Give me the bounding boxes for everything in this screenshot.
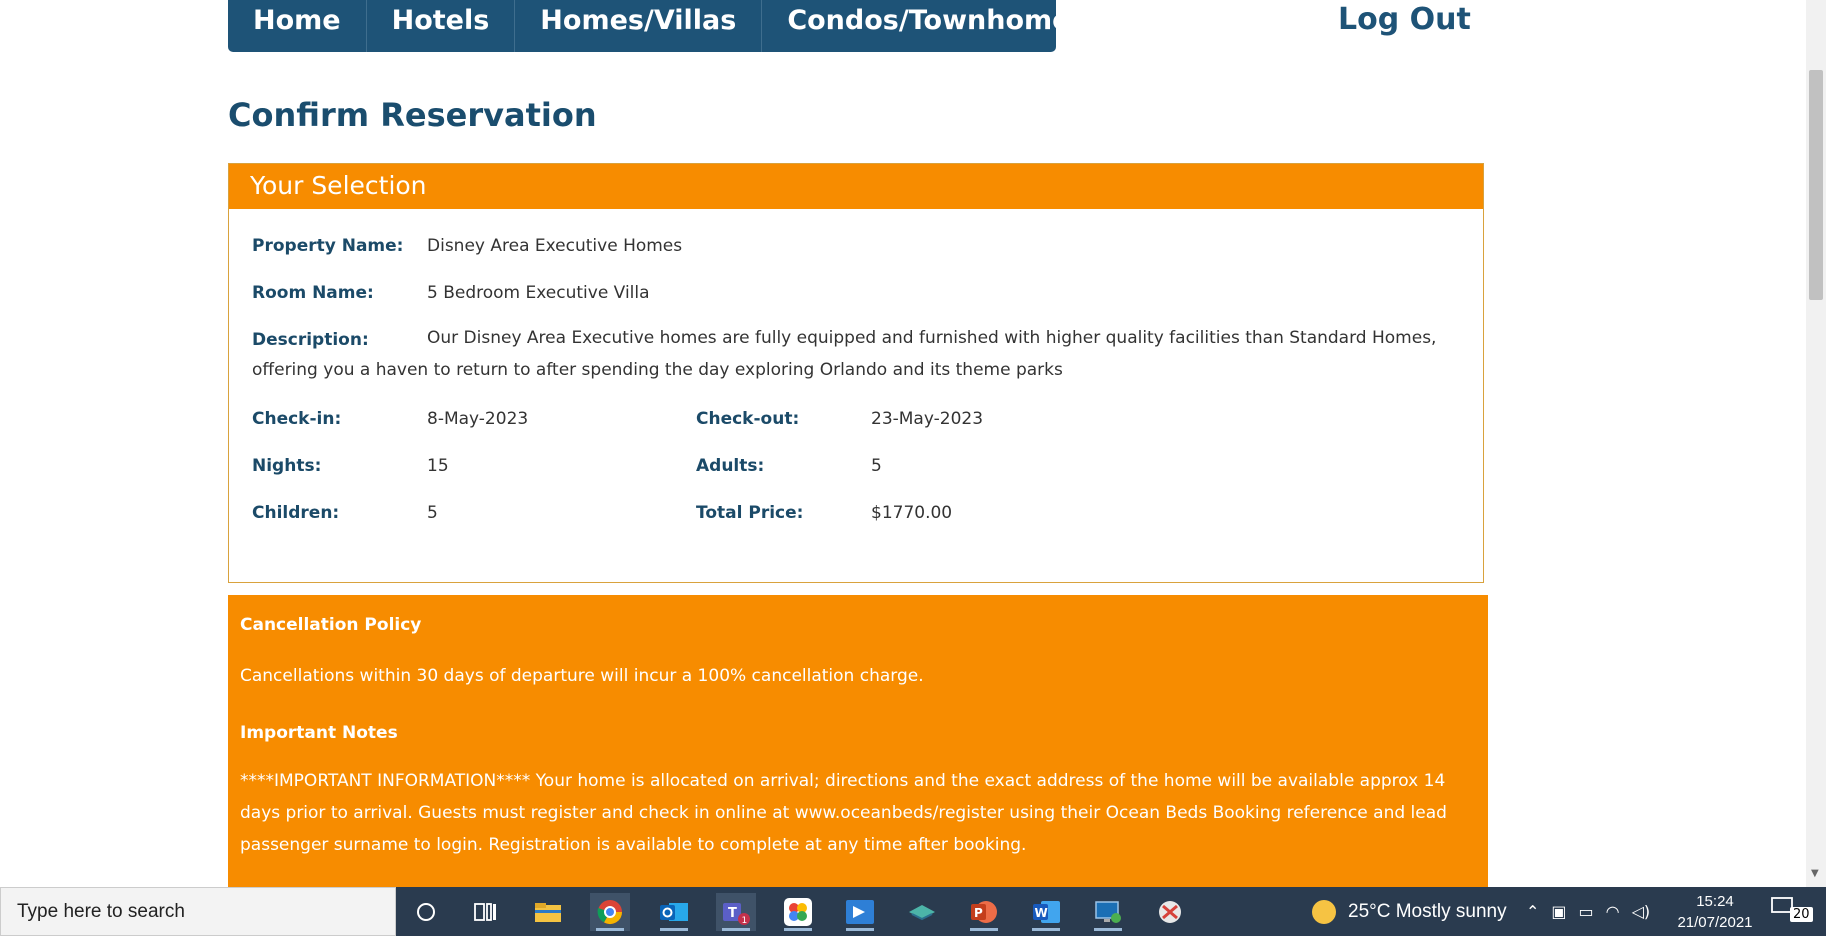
selection-panel	[228, 163, 1484, 583]
scrollbar-thumb[interactable]	[1809, 70, 1823, 300]
chrome-icon[interactable]	[590, 893, 630, 931]
property-name-label: Property Name:	[252, 236, 404, 256]
powerpoint-icon[interactable]	[964, 893, 1004, 931]
room-name-value: 5 Bedroom Executive Villa	[427, 283, 650, 303]
taskbar-clock[interactable]	[1672, 891, 1758, 933]
description-label: Description:	[252, 330, 369, 350]
checkout-value: 23-May-2023	[871, 409, 984, 429]
meet-now-icon[interactable]: ▣	[1551, 902, 1567, 921]
volume-icon[interactable]: ◁)	[1631, 902, 1651, 921]
system-tray	[1526, 887, 1650, 936]
search-box-edge	[1, 887, 17, 936]
battery-icon[interactable]: ▭	[1578, 902, 1594, 921]
nav-homes-villas[interactable]: Homes/Villas	[515, 0, 762, 52]
taskbar-search-box[interactable]	[0, 887, 396, 936]
windows-taskbar	[0, 887, 1826, 936]
word-icon[interactable]	[1026, 893, 1066, 931]
selection-header: Your Selection	[229, 164, 1483, 209]
power-automate-icon[interactable]	[840, 893, 880, 931]
teams-icon[interactable]	[716, 893, 756, 931]
checkin-value: 8-May-2023	[427, 409, 529, 429]
property-name-value: Disney Area Executive Homes	[427, 236, 683, 256]
main-nav	[228, 0, 1087, 52]
clock-time: 15:24	[1696, 893, 1734, 910]
description-value: Our Disney Area Executive homes are fully equipped and furnished with higher quality facilities than Standard Homes, offering you a haven to return to after spending the day exploring Orlando and its theme parks	[252, 328, 1437, 380]
clock-date: 21/07/2021	[1677, 914, 1753, 931]
file-explorer-icon[interactable]	[528, 893, 568, 931]
nav-home[interactable]: Home	[228, 0, 367, 52]
weather-text: 25°C Mostly sunny	[1348, 900, 1507, 922]
total-price-label: Total Price:	[696, 503, 804, 523]
nav-condos-townhomes[interactable]: Condos/Townhomes	[787, 5, 1087, 36]
cancellation-text: Cancellations within 30 days of departure will incur a 100% cancellation charge.	[240, 666, 924, 686]
total-price-value: $1770.00	[871, 503, 953, 523]
wifi-icon[interactable]: ◠	[1605, 902, 1620, 921]
outlook-icon[interactable]	[654, 893, 694, 931]
logout-link[interactable]: Log Out	[1338, 2, 1471, 37]
scroll-down-arrow-icon[interactable]: ▼	[1811, 868, 1819, 879]
children-value: 5	[427, 503, 438, 523]
cortana-icon[interactable]	[406, 893, 446, 931]
svg-text:T: T	[728, 906, 737, 921]
svg-text:1: 1	[741, 916, 748, 926]
google-photos-icon[interactable]	[778, 893, 818, 931]
checkout-label: Check-out:	[696, 409, 800, 429]
nights-value: 15	[427, 456, 449, 476]
search-placeholder: Type here to search	[17, 900, 185, 922]
room-name-label: Room Name:	[252, 283, 374, 303]
chevron-up-icon[interactable]: ⌃	[1526, 902, 1540, 921]
notification-center[interactable]	[1770, 895, 1810, 929]
adults-value: 5	[871, 456, 882, 476]
weather-sun-icon	[1312, 900, 1336, 924]
checkin-label: Check-in:	[252, 409, 342, 429]
weather-widget[interactable]	[1312, 887, 1507, 936]
svg-text:W: W	[1034, 906, 1048, 920]
remote-desktop-icon[interactable]	[1088, 893, 1128, 931]
layers-app-icon[interactable]	[902, 893, 942, 931]
notification-count-badge: 20	[1790, 907, 1813, 922]
adults-label: Adults:	[696, 456, 765, 476]
vertical-scrollbar[interactable]	[1806, 0, 1826, 887]
important-notes-heading: Important Notes	[240, 723, 398, 743]
nav-hotels[interactable]: Hotels	[367, 0, 516, 52]
snipping-tool-icon[interactable]	[1150, 893, 1190, 931]
policy-notes-panel	[228, 595, 1488, 887]
important-notes-text: ****IMPORTANT INFORMATION**** Your home is allocated on arrival; directions and the exact address of the home will be available approx 14 days prior to arrival. Guests must register and check in online at www.oceanbeds/register using their Ocean Beds Booking reference and lead passenger surname to login. Registration is available to complete at any time after booking.	[240, 771, 1447, 855]
children-label: Children:	[252, 503, 340, 523]
page-title: Confirm Reservation	[228, 96, 597, 134]
nights-label: Nights:	[252, 456, 322, 476]
task-view-icon[interactable]	[466, 893, 506, 931]
cancellation-heading: Cancellation Policy	[240, 615, 422, 635]
svg-text:P: P	[974, 906, 983, 920]
